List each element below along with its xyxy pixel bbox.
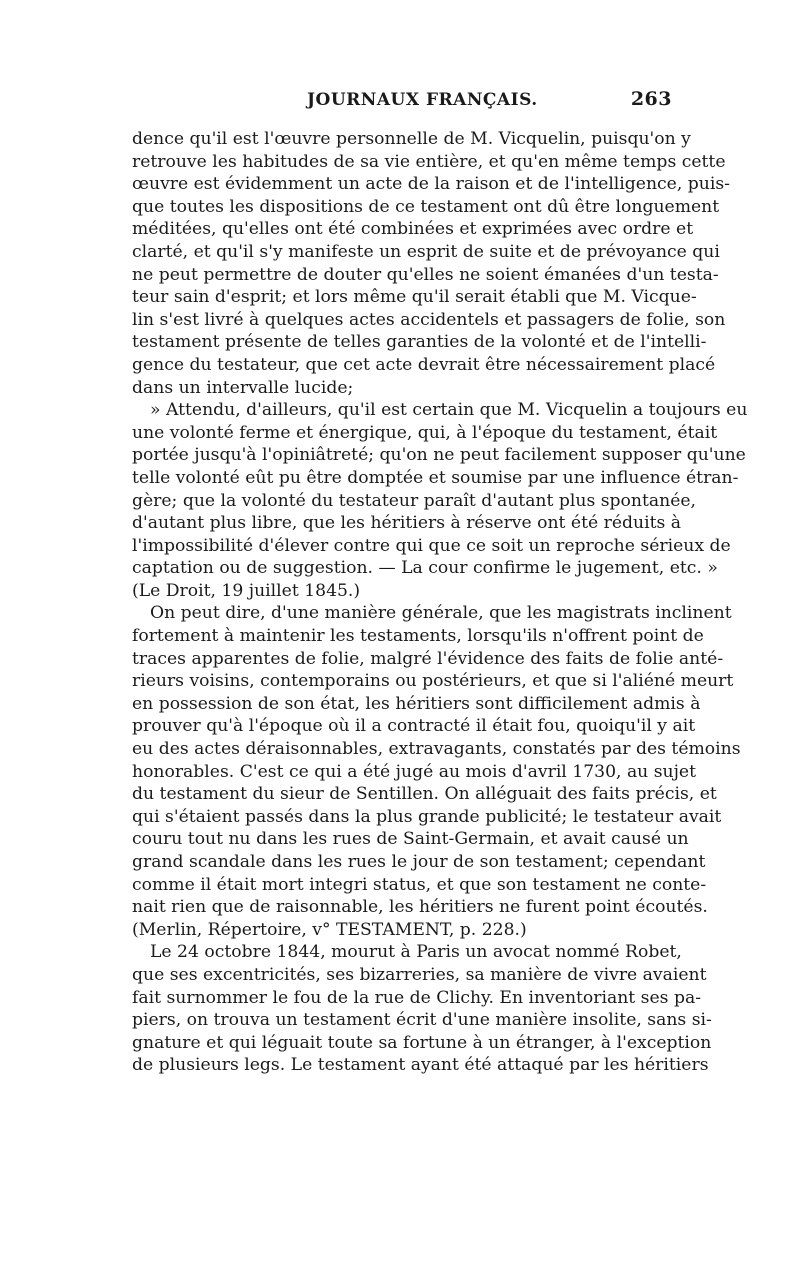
text-line: gère; que la volonté du testateur paraît d'autant plus spontanée, bbox=[132, 490, 696, 511]
text-line: captation ou de suggestion. — La cour confirme le jugement, etc. » bbox=[132, 558, 718, 579]
text-line: » Attendu, d'ailleurs, qu'il est certain que M. Vicquelin a toujours eu bbox=[150, 400, 748, 421]
text-line: comme il était mort integri status, et que son testament ne conte- bbox=[132, 874, 707, 895]
text-line: eu des actes déraisonnables, extravagants, constatés par des témoins bbox=[132, 739, 741, 760]
text-line: fortement à maintenir les testaments, lorsqu'ils n'offrent point de bbox=[132, 626, 704, 647]
text-line: honorables. C'est ce qui a été jugé au mois d'avril 1730, au sujet bbox=[132, 761, 697, 782]
text-line: lin s'est livré à quelques actes accidentels et passagers de folie, son bbox=[132, 309, 726, 330]
text-line: telle volonté eût pu être domptée et soumise par une influence étran- bbox=[132, 467, 739, 488]
text-line: gence du testateur, que cet acte devrait être nécessairement placé bbox=[132, 354, 716, 375]
text-line: testament présente de telles garanties de la volonté et de l'intelli- bbox=[132, 332, 707, 353]
text-line: grand scandale dans les rues le jour de son testament; cependant bbox=[132, 852, 706, 872]
text-line: On peut dire, d'une manière générale, que les magistrats inclinent bbox=[150, 603, 732, 624]
text-line: clarté, et qu'il s'y manifeste un esprit de suite et de prévoyance qui bbox=[132, 241, 720, 262]
text-line: couru tout nu dans les rues de Saint-Germain, et avait causé un bbox=[132, 829, 689, 850]
text-line: une volonté ferme et énergique, qui, à l'époque du testament, était bbox=[132, 422, 718, 443]
text-line: l'impossibilité d'élever contre qui que ce soit un reproche sérieux de bbox=[132, 535, 731, 556]
text-line: (Merlin, Répertoire, v° TESTAMENT, p. 228.) bbox=[132, 919, 527, 940]
text-line: traces apparentes de folie, malgré l'évidence des faits de folie anté- bbox=[132, 648, 724, 669]
page-number: 263 bbox=[630, 88, 672, 110]
text-line: méditées, qu'elles ont été combinées et exprimées avec ordre et bbox=[132, 219, 694, 240]
text-line: dans un intervalle lucide; bbox=[132, 377, 354, 398]
text-line: gnature et qui léguait toute sa fortune à un étranger, à l'exception bbox=[132, 1032, 712, 1053]
running-title: JOURNAUX FRANÇAIS. bbox=[307, 90, 538, 110]
text-line: teur sain d'esprit; et lors même qu'il serait établi que M. Vicque- bbox=[132, 287, 697, 308]
text-line: du testament du sieur de Sentillen. On alléguait des faits précis, et bbox=[132, 784, 717, 805]
text-line: portée jusqu'à l'opiniâtreté; qu'on ne peut facilement supposer qu'une bbox=[132, 445, 746, 466]
text-line: nait rien que de raisonnable, les héritiers ne furent point écoutés. bbox=[132, 897, 708, 918]
text-line: ne peut permettre de douter qu'elles ne soient émanées d'un testa- bbox=[132, 264, 719, 285]
body-text bbox=[132, 128, 748, 1077]
text-line: Le 24 octobre 1844, mourut à Paris un avocat nommé Robet, bbox=[150, 942, 682, 963]
text-line: qui s'étaient passés dans la plus grande publicité; le testateur avait bbox=[132, 806, 722, 827]
text-line: (Le Droit, 19 juillet 1845.) bbox=[132, 580, 361, 601]
text-line: œuvre est évidemment un acte de la raison et de l'intelligence, puis- bbox=[132, 174, 730, 195]
text-line: retrouve les habitudes de sa vie entière, et qu'en même temps cette bbox=[132, 151, 726, 172]
text-line: piers, on trouva un testament écrit d'une manière insolite, sans si- bbox=[132, 1010, 712, 1031]
text-line: fait surnommer le fou de la rue de Clichy. En inventoriant ses pa- bbox=[132, 987, 701, 1008]
page-header bbox=[132, 90, 672, 118]
text-line: que ses excentricités, ses bizarreries, sa manière de vivre avaient bbox=[132, 964, 707, 985]
text-line: d'autant plus libre, que les héritiers à réserve ont été réduits à bbox=[132, 513, 682, 534]
text-line: prouver qu'à l'époque où il a contracté il était fou, quoiqu'il y ait bbox=[132, 716, 696, 737]
text-line: de plusieurs legs. Le testament ayant été attaqué par les héritiers bbox=[132, 1055, 709, 1076]
text-line: dence qu'il est l'œuvre personnelle de M. Vicquelin, puisqu'on y bbox=[132, 129, 691, 149]
text-line: en possession de son état, les héritiers sont difficilement admis à bbox=[132, 693, 701, 714]
text-line: que toutes les dispositions de ce testament ont dû être longuement bbox=[132, 196, 720, 217]
text-line: rieurs voisins, contemporains ou postérieurs, et que si l'aliéné meurt bbox=[132, 671, 734, 692]
